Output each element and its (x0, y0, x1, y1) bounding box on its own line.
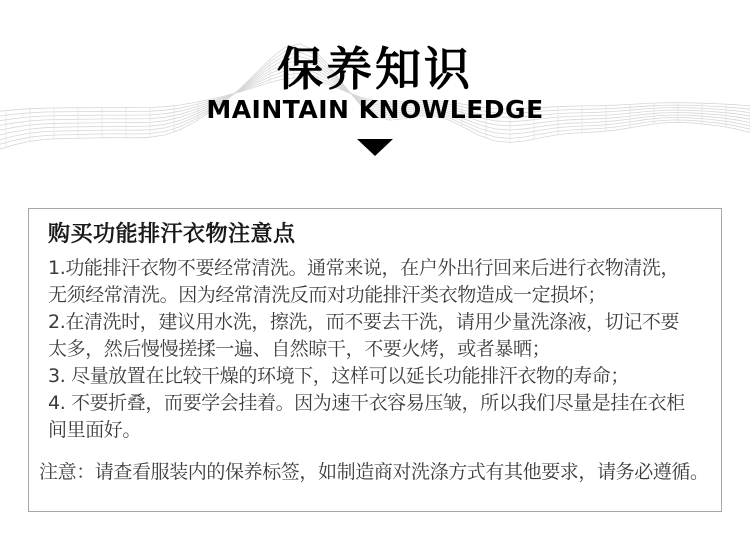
care-instruction-line: 4. 不要折叠，而要学会挂着。因为速干衣容易压皱，所以我们尽量是挂在衣柜 (48, 392, 685, 414)
section-title-chinese: 保养知识 (277, 42, 473, 96)
care-instructions-box (28, 208, 722, 512)
care-instruction-line: 无须经常清洗。因为经常清洗反而对功能排汗类衣物造成一定损坏； (48, 284, 607, 306)
care-instruction-line: 1.功能排汗衣物不要经常清洗。通常来说，在户外出行回来后进行衣物清洗， (48, 257, 680, 279)
care-instruction-line: 间里面好。 (48, 419, 142, 441)
care-instruction-line: 3. 尽量放置在比较干燥的环境下，这样可以延长功能排汗衣物的寿命； (48, 365, 629, 387)
section-header (0, 0, 750, 208)
down-triangle-icon (357, 139, 393, 156)
care-note: 注意：请查看服装内的保养标签，如制造商对洗涤方式有其他要求，请务必遵循。 (39, 461, 709, 483)
care-instruction-line: 2.在清洗时，建议用水洗，擦洗，而不要去干洗，请用少量洗涤液，切记不要 (48, 311, 680, 333)
section-title-english: MAINTAIN KNOWLEDGE (206, 95, 544, 124)
care-instruction-line: 太多，然后慢慢搓揉一遍、自然晾干，不要火烤，或者暴晒； (48, 338, 551, 360)
care-box-heading: 购买功能排汗衣物注意点 (48, 222, 296, 247)
care-instruction-list (48, 255, 706, 444)
